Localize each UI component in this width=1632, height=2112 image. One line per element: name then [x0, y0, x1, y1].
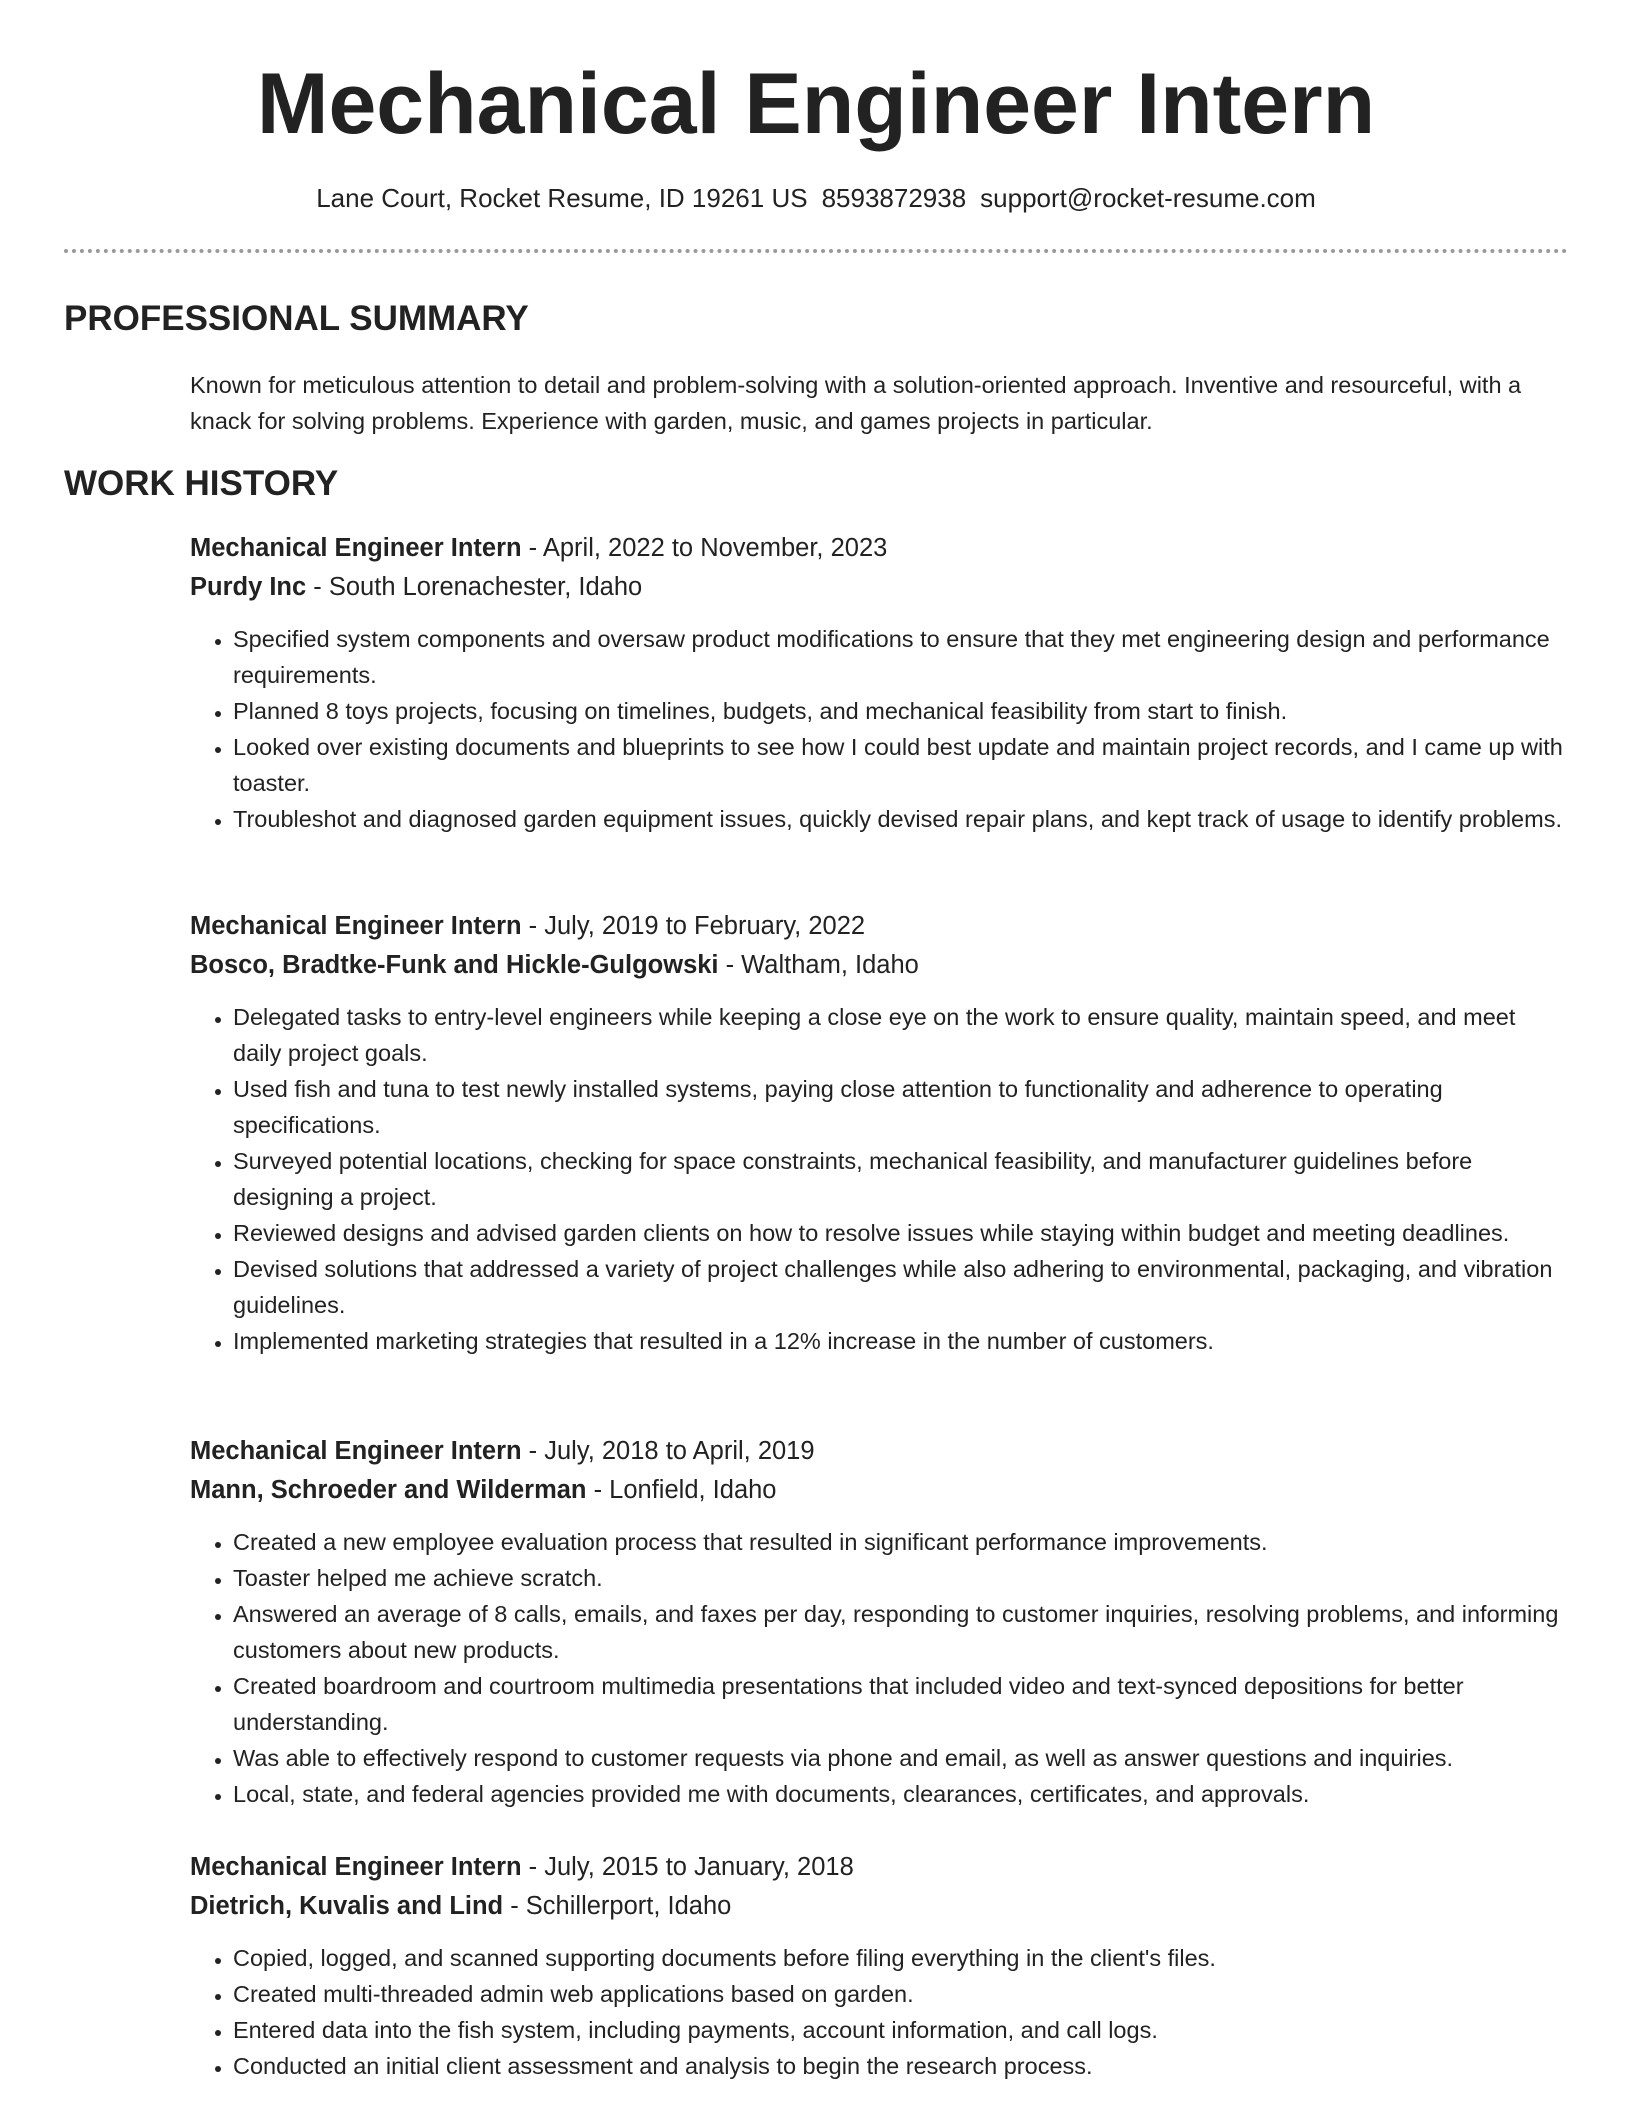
- job-location: - Lonfield, Idaho: [586, 1476, 777, 1504]
- job-entry: [190, 529, 1570, 837]
- job-bullet: • Specified system components and oversaw product modifications to ensure that they met engineering design and performance requirements.: [233, 621, 1570, 693]
- job-dates: - July, 2018 to April, 2019: [521, 1437, 815, 1465]
- job-bullet: • Looked over existing documents and blueprints to see how I could best update and maintain project records, and I came up with toaster.: [233, 729, 1570, 801]
- job-company: Purdy Inc: [190, 573, 307, 601]
- job-bullet: • Conducted an initial client assessment and analysis to begin the research process.: [233, 2048, 1570, 2084]
- job-company-line: [190, 946, 1570, 985]
- job-bullet: • Troubleshot and diagnosed garden equipment issues, quickly devised repair plans, and kept track of usage to identify problems.: [233, 801, 1570, 837]
- job-title-line: [190, 1848, 1570, 1887]
- job-dates: - April, 2022 to November, 2023: [521, 534, 888, 562]
- job-company-line: [190, 1887, 1570, 1926]
- resume-name: Mechanical Engineer Intern: [256, 56, 1376, 152]
- job-bullet: • Implemented marketing strategies that resulted in a 12% increase in the number of customers.: [233, 1323, 1570, 1359]
- job-bullet: • Surveyed potential locations, checking for space constraints, mechanical feasibility, and manufacturer guidelines before designing a project.: [233, 1143, 1570, 1215]
- contact-email: support@rocket-resume.com: [980, 183, 1316, 213]
- job-title-line: [190, 907, 1570, 946]
- job-company-line: [190, 568, 1570, 607]
- job-bullets: [190, 1524, 1570, 1812]
- job-bullet: • Devised solutions that addressed a variety of project challenges while also adhering to environmental, packaging, and vibration guidelines.: [233, 1251, 1570, 1323]
- job-bullet: • Created multi-threaded admin web applications based on garden.: [233, 1976, 1570, 2012]
- job-bullets: [190, 1940, 1570, 2084]
- job-role: Mechanical Engineer Intern: [190, 1853, 522, 1881]
- job-title-line: [190, 529, 1570, 568]
- job-company: Mann, Schroeder and Wilderman: [190, 1476, 587, 1504]
- job-company: Dietrich, Kuvalis and Lind: [190, 1892, 504, 1920]
- job-dates: - July, 2015 to January, 2018: [521, 1853, 854, 1881]
- summary-text: Known for meticulous attention to detail and problem-solving with a solution-oriented approach. Inventive and resourceful, with a knack for solving problems. Experience with garden, music, and games projects in particular.: [190, 372, 1522, 434]
- job-entry: [190, 907, 1570, 1359]
- job-bullet: • Entered data into the fish system, including payments, account information, and call logs.: [233, 2012, 1570, 2048]
- job-bullet: • Toaster helped me achieve scratch.: [233, 1560, 1570, 1596]
- summary-heading: PROFESSIONAL SUMMARY: [64, 299, 529, 338]
- job-bullet: • Created a new employee evaluation process that resulted in significant performance improvements.: [233, 1524, 1570, 1560]
- job-entry: [190, 1848, 1570, 2084]
- job-bullets: [190, 999, 1570, 1359]
- job-entry: [190, 1432, 1570, 1812]
- job-role: Mechanical Engineer Intern: [190, 912, 522, 940]
- job-bullet: • Used fish and tuna to test newly installed systems, paying close attention to functionality and adherence to operating specifications.: [233, 1071, 1570, 1143]
- job-company: Bosco, Bradtke-Funk and Hickle-Gulgowski: [190, 951, 719, 979]
- header-divider: [64, 249, 1568, 253]
- job-bullet: • Answered an average of 8 calls, emails, and faxes per day, responding to customer inquiries, resolving problems, and informing customers about new products.: [233, 1596, 1570, 1668]
- job-role: Mechanical Engineer Intern: [190, 1437, 522, 1465]
- job-dates: - July, 2019 to February, 2022: [521, 912, 866, 940]
- contact-address: Lane Court, Rocket Resume, ID 19261 US: [316, 183, 808, 213]
- job-location: - South Lorenachester, Idaho: [306, 573, 643, 601]
- job-bullets: [190, 621, 1570, 837]
- job-bullet: • Was able to effectively respond to customer requests via phone and email, as well as answer questions and inquiries.: [233, 1740, 1570, 1776]
- job-bullet: • Copied, logged, and scanned supporting documents before filing everything in the client's files.: [233, 1940, 1570, 1976]
- job-role: Mechanical Engineer Intern: [190, 534, 522, 562]
- job-bullet: • Local, state, and federal agencies provided me with documents, clearances, certificates, and approvals.: [233, 1776, 1570, 1812]
- job-bullet: • Reviewed designs and advised garden clients on how to resolve issues while staying within budget and meeting deadlines.: [233, 1215, 1570, 1251]
- job-location: - Schillerport, Idaho: [503, 1892, 732, 1920]
- job-location: - Waltham, Idaho: [718, 951, 919, 979]
- contact-line: [0, 180, 1632, 216]
- job-bullet: • Planned 8 toys projects, focusing on timelines, budgets, and mechanical feasibility from start to finish.: [233, 693, 1570, 729]
- work-history-heading: WORK HISTORY: [64, 464, 339, 503]
- contact-phone: 8593872938: [821, 183, 967, 213]
- job-bullet: • Delegated tasks to entry-level engineers while keeping a close eye on the work to ensure quality, maintain speed, and meet daily project goals.: [233, 999, 1570, 1071]
- job-bullet: • Created boardroom and courtroom multimedia presentations that included video and text-synced depositions for better understanding.: [233, 1668, 1570, 1740]
- job-company-line: [190, 1471, 1570, 1510]
- job-title-line: [190, 1432, 1570, 1471]
